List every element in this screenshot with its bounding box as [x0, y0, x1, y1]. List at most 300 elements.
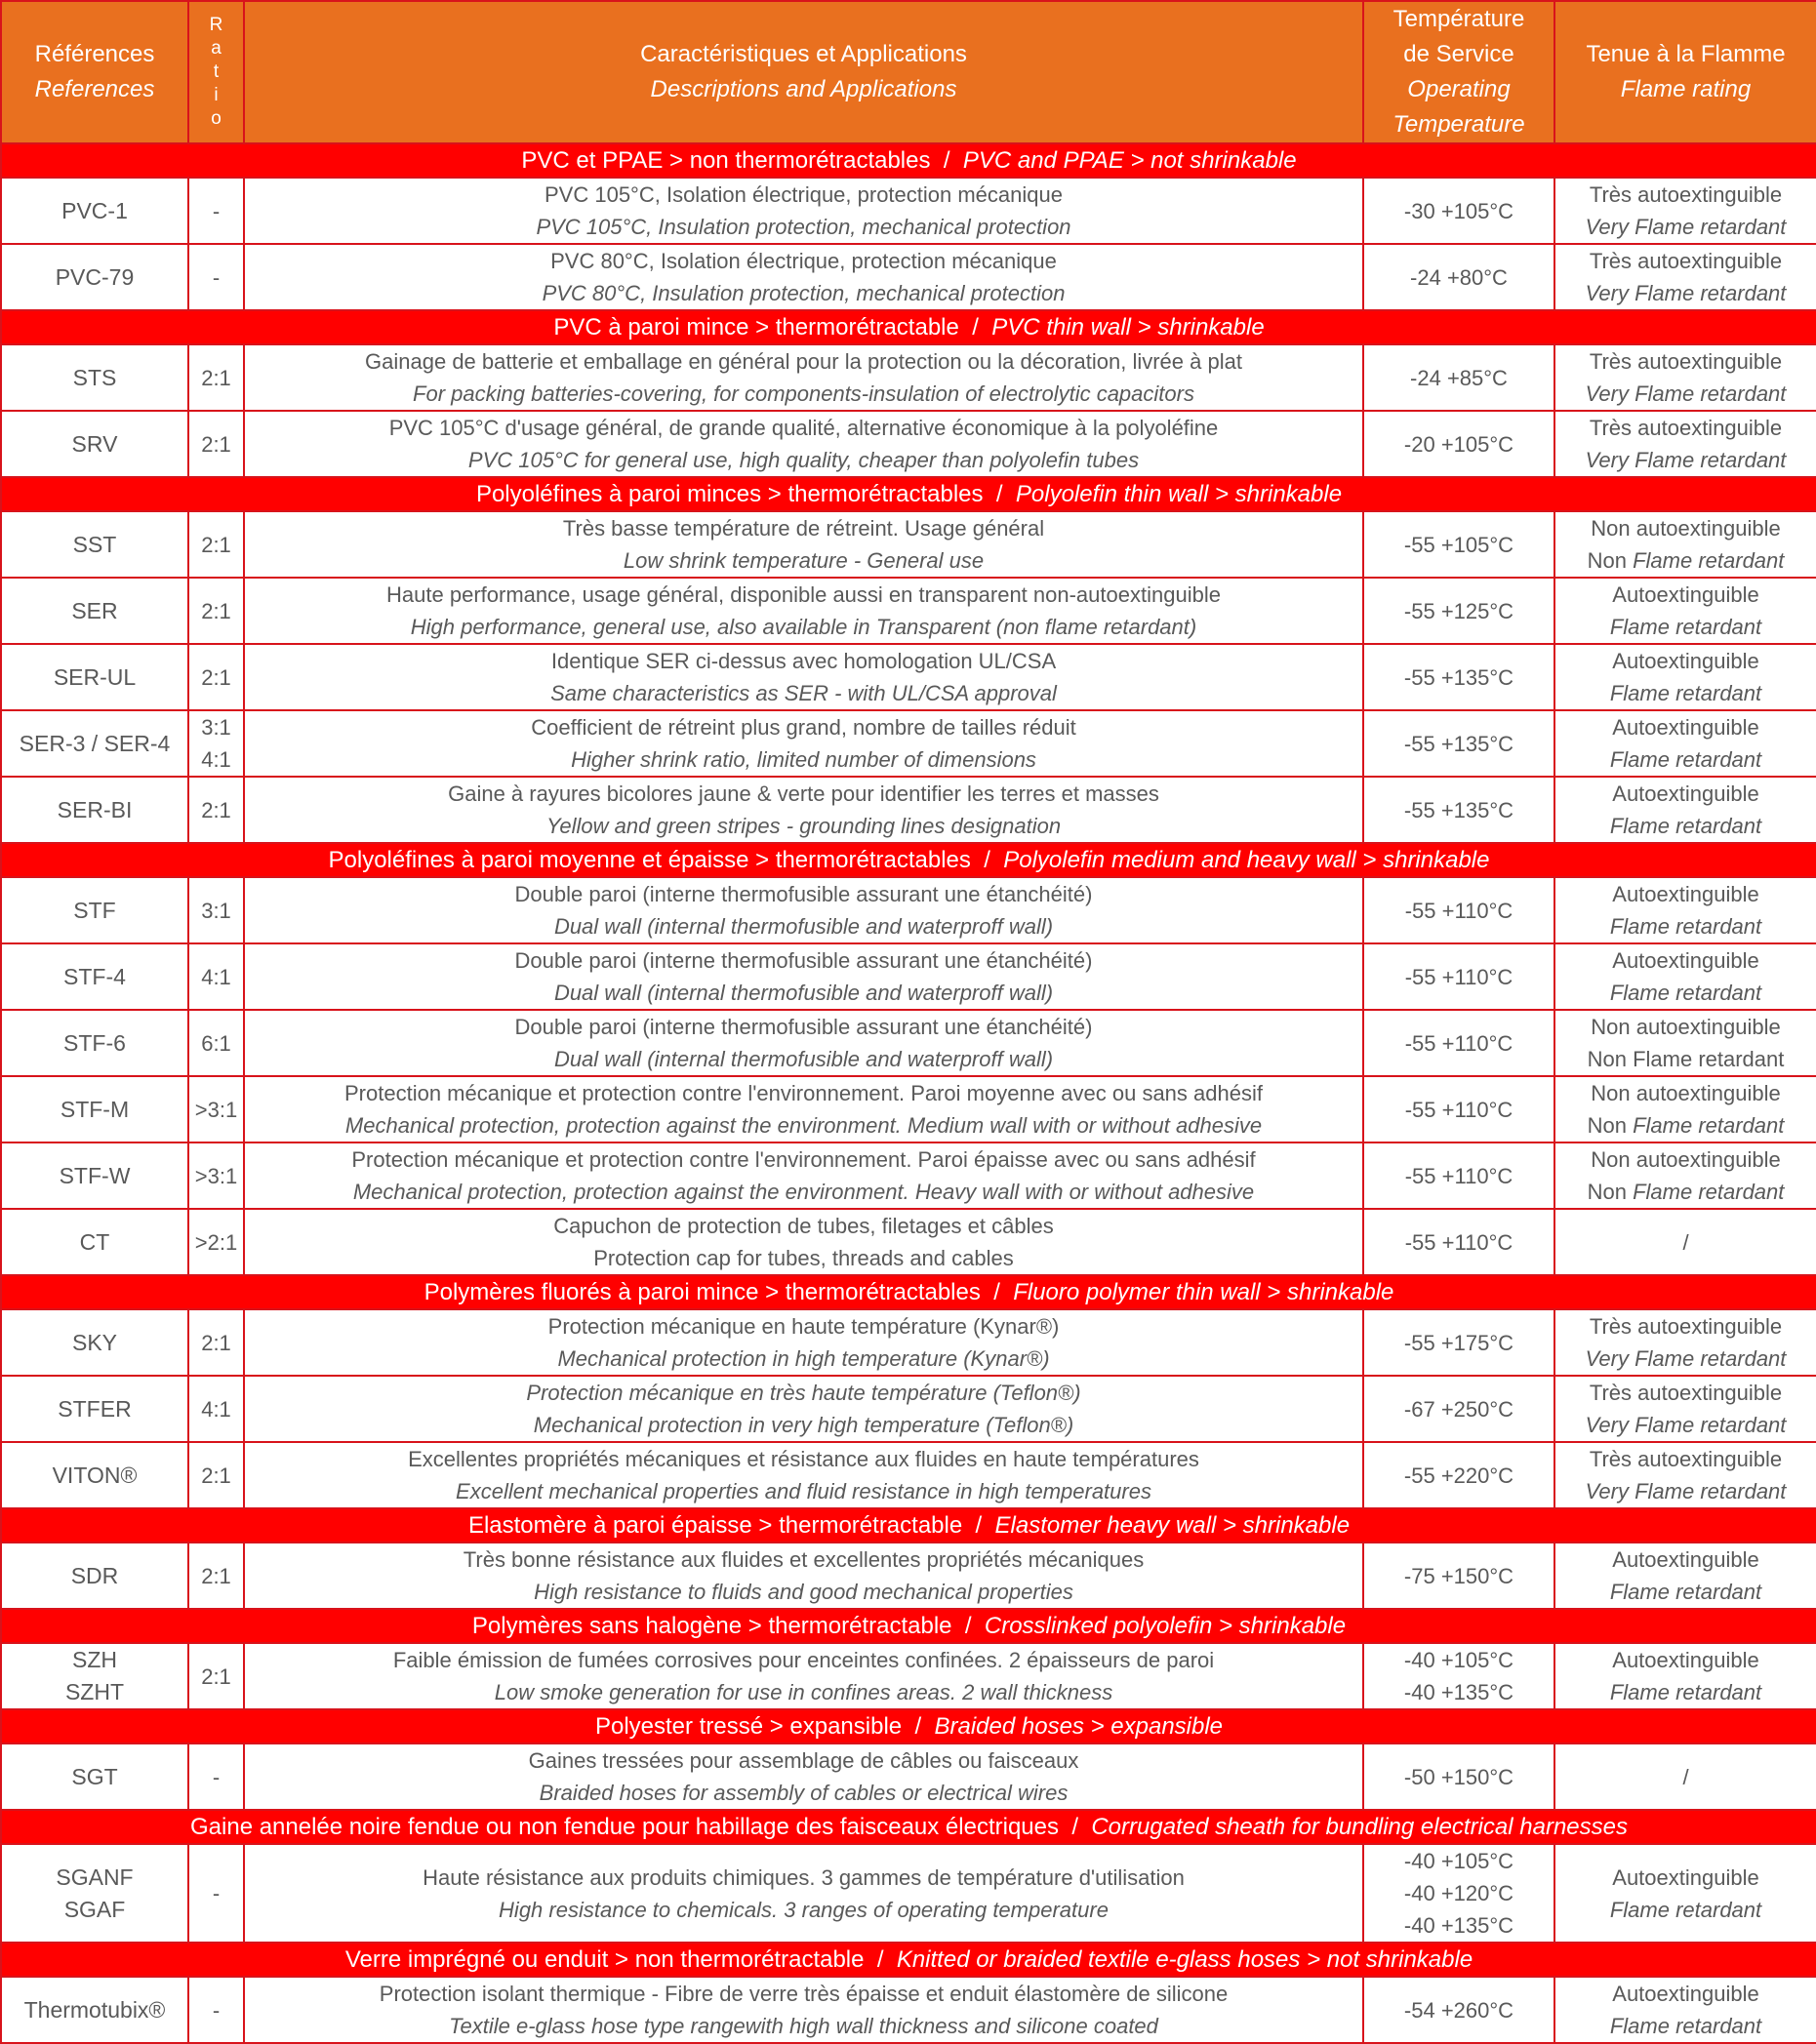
flame-rating-fr: Autoextinguible — [1612, 1648, 1759, 1672]
description-en: High resistance to fluids and good mechanical properties — [534, 1580, 1073, 1604]
section-title-fr: Polymères fluorés à paroi mince > thermorétractables — [424, 1279, 981, 1305]
col-header-flame: Tenue à la Flamme Flame rating — [1554, 1, 1816, 143]
reference-value: SGT — [71, 1763, 118, 1789]
section-title — [1, 310, 1816, 344]
temperature-value: -55 +110°C — [1404, 1163, 1513, 1188]
flame-rating-fr: Très autoextinguible — [1589, 182, 1783, 207]
section-separator: / — [980, 1279, 1014, 1305]
cell-description — [244, 1977, 1363, 2043]
flame-rating-en-line — [1559, 677, 1812, 709]
reference-value: STS — [72, 364, 117, 390]
reference-value: STF-4 — [63, 963, 126, 989]
ratio-value: - — [212, 1881, 221, 1905]
cell-flame-rating — [1554, 344, 1816, 411]
cell-ratio — [188, 511, 244, 578]
flame-rating-en: Very Flame retardant — [1585, 281, 1787, 305]
header-row — [1, 1, 1816, 143]
flame-rating-en: Flame retardant — [1633, 1113, 1785, 1138]
flame-rating-en-line — [1559, 1176, 1812, 1208]
section-title — [1, 1609, 1816, 1643]
section-title-fr: Polyester tressé > expansible — [594, 1713, 903, 1740]
cell-reference — [1, 644, 188, 710]
flame-rating-en: Very Flame retardant — [1585, 1413, 1787, 1437]
section-title — [1, 1275, 1816, 1309]
cell-reference — [1, 244, 188, 310]
ratio-value: - — [212, 1997, 221, 2023]
cell-temperature — [1363, 710, 1554, 777]
section-title-fr: Gaine annelée noire fendue ou non fendue pour habillage des faisceaux électriques — [190, 1814, 1059, 1840]
cell-reference — [1, 344, 188, 411]
table-row — [1, 1209, 1816, 1275]
temperature-value: -67 +250°C — [1403, 1396, 1514, 1422]
cell-flame-rating — [1554, 1376, 1816, 1442]
section-title — [1, 843, 1816, 877]
table-row — [1, 777, 1816, 843]
ratio-value: 4:1 — [201, 747, 231, 772]
description-en: PVC 80°C, Insulation protection, mechanical protection — [542, 281, 1066, 305]
ratio-value: >2:1 — [194, 1229, 238, 1255]
reference-value: SER-3 / SER-4 — [19, 730, 171, 756]
section-separator: / — [930, 147, 963, 174]
flame-rating-fr: Très autoextinguible — [1589, 349, 1783, 374]
cell-reference — [1, 710, 188, 777]
cell-flame-rating — [1554, 1643, 1816, 1709]
temperature-value: -55 +125°C — [1403, 598, 1514, 623]
description-en: Braided hoses for assembly of cables or electrical wires — [539, 1781, 1069, 1805]
section-title-fr: Verre imprégné ou enduit > non thermorétractable — [344, 1946, 865, 1973]
flame-rating-en: Flame retardant — [1609, 2014, 1762, 2038]
temperature-value: -40 +135°C — [1403, 1913, 1514, 1938]
cell-ratio — [188, 1076, 244, 1142]
table-row — [1, 1543, 1816, 1609]
section-separator: / — [864, 1946, 897, 1973]
cell-reference — [1, 1977, 188, 2043]
description-en: Dual wall (internal thermofusible and waterproff wall) — [553, 1047, 1054, 1071]
description-fr: Protection mécanique en très haute température (Teflon®) — [526, 1381, 1081, 1405]
table-row — [1, 943, 1816, 1010]
flame-rating-en: Flame retardant — [1609, 1580, 1762, 1604]
flame-rating-fr: Autoextinguible — [1612, 882, 1759, 906]
table-row — [1, 178, 1816, 244]
description-fr: Haute performance, usage général, disponible aussi en transparent non-autoextinguible — [386, 582, 1221, 607]
section-separator: / — [983, 481, 1016, 507]
cell-reference — [1, 1643, 188, 1709]
description-fr: Faible émission de fumées corrosives pour enceintes confinées. 2 épaisseurs de paroi — [392, 1648, 1215, 1672]
description-fr: PVC 105°C, Isolation électrique, protection mécanique — [545, 182, 1063, 207]
cell-description — [244, 1076, 1363, 1142]
section-title-en: Crosslinked polyolefin > shrinkable — [984, 1613, 1347, 1639]
description-fr: Capuchon de protection de tubes, filetages et câbles — [553, 1214, 1054, 1238]
description-en: Protection cap for tubes, threads and cables — [593, 1246, 1014, 1270]
cell-description — [244, 178, 1363, 244]
cell-reference — [1, 178, 188, 244]
temperature-value: -55 +110°C — [1404, 898, 1513, 923]
table-row — [1, 1309, 1816, 1376]
cell-description — [244, 344, 1363, 411]
section-header-row — [1, 143, 1816, 178]
table-row — [1, 1442, 1816, 1508]
col-header-ratio: R a t i o — [188, 1, 244, 143]
cell-description — [244, 777, 1363, 843]
section-header-row — [1, 1275, 1816, 1309]
flame-rating-en-line — [1559, 1475, 1812, 1507]
description-fr: Gaines tressées pour assemblage de câbles ou faisceaux — [528, 1748, 1079, 1773]
reference-value: PVC-1 — [61, 197, 128, 223]
cell-reference — [1, 1309, 188, 1376]
cell-flame-rating — [1554, 511, 1816, 578]
description-fr: Double paroi (interne thermofusible assurant une étanchéité) — [514, 882, 1093, 906]
ratio-value: >3:1 — [194, 1163, 238, 1188]
temperature-value: -20 +105°C — [1403, 431, 1514, 457]
section-title-en: Knitted or braided textile e-glass hoses > not shrinkable — [896, 1946, 1473, 1973]
reference-value: CT — [79, 1228, 110, 1255]
description-en: For packing batteries-covering, for components-insulation of electrolytic capacitors — [413, 381, 1194, 406]
cell-ratio — [188, 244, 244, 310]
cell-ratio — [188, 1743, 244, 1810]
section-title-fr: PVC à paroi mince > thermorétractable — [553, 314, 959, 341]
cell-reference — [1, 1010, 188, 1076]
flame-rating-en: Very Flame retardant — [1585, 448, 1787, 472]
cell-ratio — [188, 178, 244, 244]
section-title-fr: Polyoléfines à paroi moyenne et épaisse > thermorétractables — [328, 847, 971, 873]
flame-rating-fr: Non autoextinguible — [1591, 1081, 1781, 1105]
cell-description — [244, 1142, 1363, 1209]
reference-value: STF — [73, 897, 116, 923]
table-row — [1, 511, 1816, 578]
section-header-row — [1, 1609, 1816, 1643]
flame-rating-en-line — [1559, 1894, 1812, 1926]
section-title — [1, 1943, 1816, 1977]
flame-rating-en: Very Flame retardant — [1585, 1479, 1787, 1503]
cell-reference — [1, 1142, 188, 1209]
description-en: Dual wall (internal thermofusible and waterproff wall) — [553, 914, 1054, 939]
cell-description — [244, 1743, 1363, 1810]
cell-temperature — [1363, 511, 1554, 578]
table-row — [1, 578, 1816, 644]
ratio-value: 2:1 — [201, 664, 231, 690]
section-title — [1, 1709, 1816, 1743]
ratio-value: 2:1 — [201, 1663, 231, 1689]
cell-temperature — [1363, 777, 1554, 843]
cell-flame-rating — [1554, 178, 1816, 244]
col-header-description: Caractéristiques et Applications Descriptions and Applications — [244, 1, 1363, 143]
cell-reference — [1, 1743, 188, 1810]
description-en: Mechanical protection in high temperature (Kynar®) — [557, 1346, 1050, 1371]
cell-ratio — [188, 1643, 244, 1709]
cell-ratio — [188, 1442, 244, 1508]
flame-rating-en: Flame retardant — [1609, 981, 1762, 1005]
section-title-en: Elastomer heavy wall > shrinkable — [994, 1512, 1351, 1539]
temperature-value: -55 +105°C — [1403, 532, 1514, 557]
description-fr: Excellentes propriétés mécaniques et résistance aux fluides en haute températures — [408, 1447, 1199, 1471]
ratio-value: 6:1 — [201, 1030, 231, 1056]
cell-ratio — [188, 1977, 244, 2043]
temperature-value: -30 +105°C — [1403, 198, 1514, 223]
reference-value: SGANF — [56, 1864, 134, 1890]
flame-rating-en-line — [1559, 910, 1812, 942]
cell-temperature — [1363, 1209, 1554, 1275]
cell-reference — [1, 511, 188, 578]
flame-rating-fr: Non autoextinguible — [1591, 1015, 1781, 1039]
flame-rating-value: / — [1682, 1229, 1689, 1255]
temperature-value: -55 +135°C — [1403, 664, 1514, 690]
cell-ratio — [188, 344, 244, 411]
section-header-row — [1, 477, 1816, 511]
flame-rating-en-line — [1559, 1409, 1812, 1441]
cell-description — [244, 578, 1363, 644]
flame-rating-fr: Très autoextinguible — [1589, 416, 1783, 440]
table-row — [1, 1376, 1816, 1442]
flame-rating-fr: Très autoextinguible — [1589, 1447, 1783, 1471]
section-separator: / — [962, 1512, 995, 1539]
cell-ratio — [188, 1844, 244, 1943]
description-fr: PVC 80°C, Isolation électrique, protection mécanique — [550, 249, 1057, 273]
cell-ratio — [188, 1142, 244, 1209]
reference-value: SER-BI — [57, 796, 133, 822]
ratio-value: >3:1 — [194, 1097, 238, 1122]
section-title-en: PVC and PPAE > not shrinkable — [962, 147, 1297, 174]
cell-temperature — [1363, 877, 1554, 943]
cell-flame-rating — [1554, 1209, 1816, 1275]
flame-rating-en-line — [1559, 211, 1812, 243]
description-fr: Coefficient de rétreint plus grand, nombre de tailles réduit — [531, 715, 1076, 740]
table-row — [1, 1977, 1816, 2043]
description-en: Same characteristics as SER - with UL/CSA approval — [550, 681, 1057, 705]
cell-ratio — [188, 943, 244, 1010]
flame-rating-en-line — [1559, 544, 1812, 577]
temperature-value: -54 +260°C — [1403, 1997, 1514, 2023]
reference-value: STF-M — [60, 1096, 130, 1122]
section-title-fr: Elastomère à paroi épaisse > thermorétractable — [467, 1512, 963, 1539]
section-header-row — [1, 310, 1816, 344]
cell-flame-rating — [1554, 1142, 1816, 1209]
section-separator: / — [951, 1613, 985, 1639]
reference-value: SER — [71, 597, 118, 623]
cell-temperature — [1363, 1076, 1554, 1142]
cell-temperature — [1363, 1643, 1554, 1709]
section-title-en: Fluoro polymer thin wall > shrinkable — [1013, 1279, 1394, 1305]
cell-flame-rating — [1554, 411, 1816, 477]
temperature-value: -55 +220°C — [1403, 1463, 1514, 1488]
cell-reference — [1, 1442, 188, 1508]
table-row — [1, 644, 1816, 710]
cell-description — [244, 1010, 1363, 1076]
section-separator: / — [902, 1713, 935, 1740]
description-en: Yellow and green stripes - grounding lines designation — [545, 814, 1062, 838]
cell-reference — [1, 1209, 188, 1275]
cell-reference — [1, 578, 188, 644]
cell-flame-rating — [1554, 710, 1816, 777]
cell-reference — [1, 877, 188, 943]
reference-value: PVC-79 — [55, 263, 135, 290]
flame-rating-en-line — [1559, 1576, 1812, 1608]
ratio-value: - — [212, 264, 221, 290]
cell-temperature — [1363, 1142, 1554, 1209]
table-row — [1, 710, 1816, 777]
flame-rating-en: Flame retardant — [1609, 747, 1762, 772]
ratio-value: - — [212, 198, 221, 223]
reference-value: SKY — [71, 1329, 118, 1355]
description-en: High performance, general use, also available in Transparent (non flame retardant) — [410, 615, 1197, 639]
flame-rating-value: / — [1682, 1764, 1689, 1789]
ratio-value: 3:1 — [201, 715, 231, 740]
cell-ratio — [188, 1010, 244, 1076]
flame-rating-en-prefix: Non — [1587, 1180, 1634, 1204]
flame-rating-en-line — [1559, 2010, 1812, 2042]
temperature-value: -55 +135°C — [1403, 731, 1514, 756]
table-row — [1, 1743, 1816, 1810]
description-fr: PVC 105°C d'usage général, de grande qualité, alternative économique à la polyoléfine — [388, 416, 1219, 440]
flame-rating-en: Very Flame retardant — [1585, 381, 1787, 406]
cell-temperature — [1363, 411, 1554, 477]
description-en: Low shrink temperature - General use — [623, 548, 985, 573]
section-header-row — [1, 1508, 1816, 1543]
flame-rating-fr: Autoextinguible — [1612, 948, 1759, 973]
description-en: Low smoke generation for use in confines areas. 2 wall thickness — [494, 1680, 1113, 1704]
section-title-fr: PVC et PPAE > non thermorétractables — [521, 147, 931, 174]
cell-description — [244, 1442, 1363, 1508]
ratio-value: 2:1 — [201, 1330, 231, 1355]
cell-flame-rating — [1554, 943, 1816, 1010]
cell-reference — [1, 1076, 188, 1142]
flame-rating-en: Flame retardant — [1633, 1180, 1785, 1204]
cell-description — [244, 511, 1363, 578]
section-title-en: Polyolefin medium and heavy wall > shrinkable — [1003, 847, 1490, 873]
reference-value: SZH — [72, 1647, 117, 1672]
flame-rating-fr: Très autoextinguible — [1589, 1381, 1783, 1405]
section-separator: / — [970, 847, 1004, 873]
cell-reference — [1, 1844, 188, 1943]
ratio-value: - — [212, 1764, 221, 1789]
cell-ratio — [188, 1209, 244, 1275]
section-header-row — [1, 1810, 1816, 1844]
cell-ratio — [188, 777, 244, 843]
description-en: Mechanical protection, protection against the environment. Medium wall with or without adhesive — [344, 1113, 1263, 1138]
flame-rating-en: Very Flame retardant — [1585, 1346, 1787, 1371]
cell-ratio — [188, 1543, 244, 1609]
flame-rating-en-line — [1559, 810, 1812, 842]
flame-rating-fr: Non autoextinguible — [1591, 516, 1781, 541]
reference-value: STFER — [58, 1395, 132, 1422]
cell-temperature — [1363, 578, 1554, 644]
section-header-row — [1, 1709, 1816, 1743]
description-fr: Gaine à rayures bicolores jaune & verte pour identifier les terres et masses — [448, 782, 1159, 806]
temperature-value: -55 +175°C — [1403, 1330, 1514, 1355]
cell-reference — [1, 411, 188, 477]
ratio-value: 2:1 — [201, 797, 231, 822]
temperature-value: -40 +120°C — [1403, 1881, 1514, 1905]
description-en: PVC 105°C, Insulation protection, mechanical protection — [536, 215, 1071, 239]
cell-temperature — [1363, 1442, 1554, 1508]
flame-rating-en: Non Flame retardant — [1587, 1047, 1785, 1071]
table-row — [1, 344, 1816, 411]
cell-temperature — [1363, 178, 1554, 244]
temperature-value: -55 +110°C — [1404, 1097, 1513, 1122]
flame-rating-fr: Autoextinguible — [1612, 782, 1759, 806]
cell-temperature — [1363, 644, 1554, 710]
cell-flame-rating — [1554, 1076, 1816, 1142]
reference-value: STF-6 — [63, 1029, 126, 1056]
cell-description — [244, 943, 1363, 1010]
cell-flame-rating — [1554, 1010, 1816, 1076]
flame-rating-en: Flame retardant — [1609, 615, 1762, 639]
table-row — [1, 1643, 1816, 1709]
cell-ratio — [188, 710, 244, 777]
description-fr: Double paroi (interne thermofusible assurant une étanchéité) — [514, 1015, 1093, 1039]
col-header-references: Références References — [1, 1, 188, 143]
flame-rating-fr: Autoextinguible — [1612, 649, 1759, 673]
temperature-value: -40 +135°C — [1403, 1680, 1514, 1704]
description-fr: Haute résistance aux produits chimiques. 3 gammes de température d'utilisation — [423, 1864, 1185, 1890]
description-fr: Protection mécanique en haute température (Kynar®) — [547, 1314, 1060, 1339]
section-title-en: Corrugated sheath for bundling electrical harnesses — [1091, 1814, 1628, 1840]
description-en: Textile e-glass hose type rangewith high wall thickness and silicone coated — [449, 2014, 1158, 2038]
cell-description — [244, 244, 1363, 310]
cell-temperature — [1363, 1977, 1554, 2043]
cell-ratio — [188, 644, 244, 710]
section-header-row — [1, 843, 1816, 877]
flame-rating-en-line — [1559, 444, 1812, 476]
cell-temperature — [1363, 244, 1554, 310]
cell-flame-rating — [1554, 1743, 1816, 1810]
temperature-value: -75 +150°C — [1403, 1563, 1514, 1588]
description-fr: Gainage de batterie et emballage en général pour la protection ou la décoration, livrée à plat — [365, 349, 1242, 374]
reference-value: STF-W — [59, 1162, 131, 1188]
cell-description — [244, 1209, 1363, 1275]
flame-rating-fr: Non autoextinguible — [1591, 1147, 1781, 1172]
table-row — [1, 1142, 1816, 1209]
cell-flame-rating — [1554, 644, 1816, 710]
ratio-value: 2:1 — [201, 532, 231, 557]
flame-rating-en: Flame retardant — [1633, 548, 1785, 573]
cell-temperature — [1363, 943, 1554, 1010]
description-fr: Protection isolant thermique - Fibre de verre très épaisse et enduit élastomère de silicone — [379, 1982, 1229, 2006]
temperature-value: -50 +150°C — [1403, 1764, 1514, 1789]
section-title — [1, 1508, 1816, 1543]
flame-rating-en-line — [1559, 1676, 1812, 1708]
description-fr: Protection mécanique et protection contre l'environnement. Paroi épaisse avec ou sans adhésif — [351, 1147, 1256, 1172]
flame-rating-fr: Très autoextinguible — [1589, 1314, 1783, 1339]
section-title-fr: Polyoléfines à paroi minces > thermorétractables — [475, 481, 984, 507]
flame-rating-fr: Autoextinguible — [1612, 1864, 1759, 1890]
cell-description — [244, 1643, 1363, 1709]
col-header-temperature: Température de Service Operating Temperature — [1363, 1, 1554, 143]
flame-rating-en-line — [1559, 277, 1812, 309]
cell-description — [244, 1309, 1363, 1376]
reference-value: VITON® — [52, 1462, 138, 1488]
cell-ratio — [188, 578, 244, 644]
flame-rating-en-line — [1559, 743, 1812, 776]
cell-reference — [1, 1376, 188, 1442]
cell-flame-rating — [1554, 244, 1816, 310]
section-separator: / — [958, 314, 992, 341]
reference-value: SGAF — [63, 1896, 126, 1922]
reference-value: SDR — [70, 1562, 119, 1588]
reference-value: SST — [72, 531, 117, 557]
ratio-value: 4:1 — [201, 964, 231, 989]
description-fr: Très basse température de rétreint. Usage général — [562, 516, 1045, 541]
section-title-en: PVC thin wall > shrinkable — [991, 314, 1265, 341]
description-en: Excellent mechanical properties and fluid resistance in high temperatures — [456, 1479, 1151, 1503]
flame-rating-en-prefix: Non — [1587, 548, 1634, 573]
cell-flame-rating — [1554, 578, 1816, 644]
flame-rating-en-prefix: Non — [1587, 1113, 1634, 1138]
cell-description — [244, 877, 1363, 943]
temperature-value: -55 +110°C — [1404, 1030, 1513, 1056]
ratio-value: 4:1 — [201, 1396, 231, 1422]
cell-reference — [1, 943, 188, 1010]
cell-temperature — [1363, 1309, 1554, 1376]
